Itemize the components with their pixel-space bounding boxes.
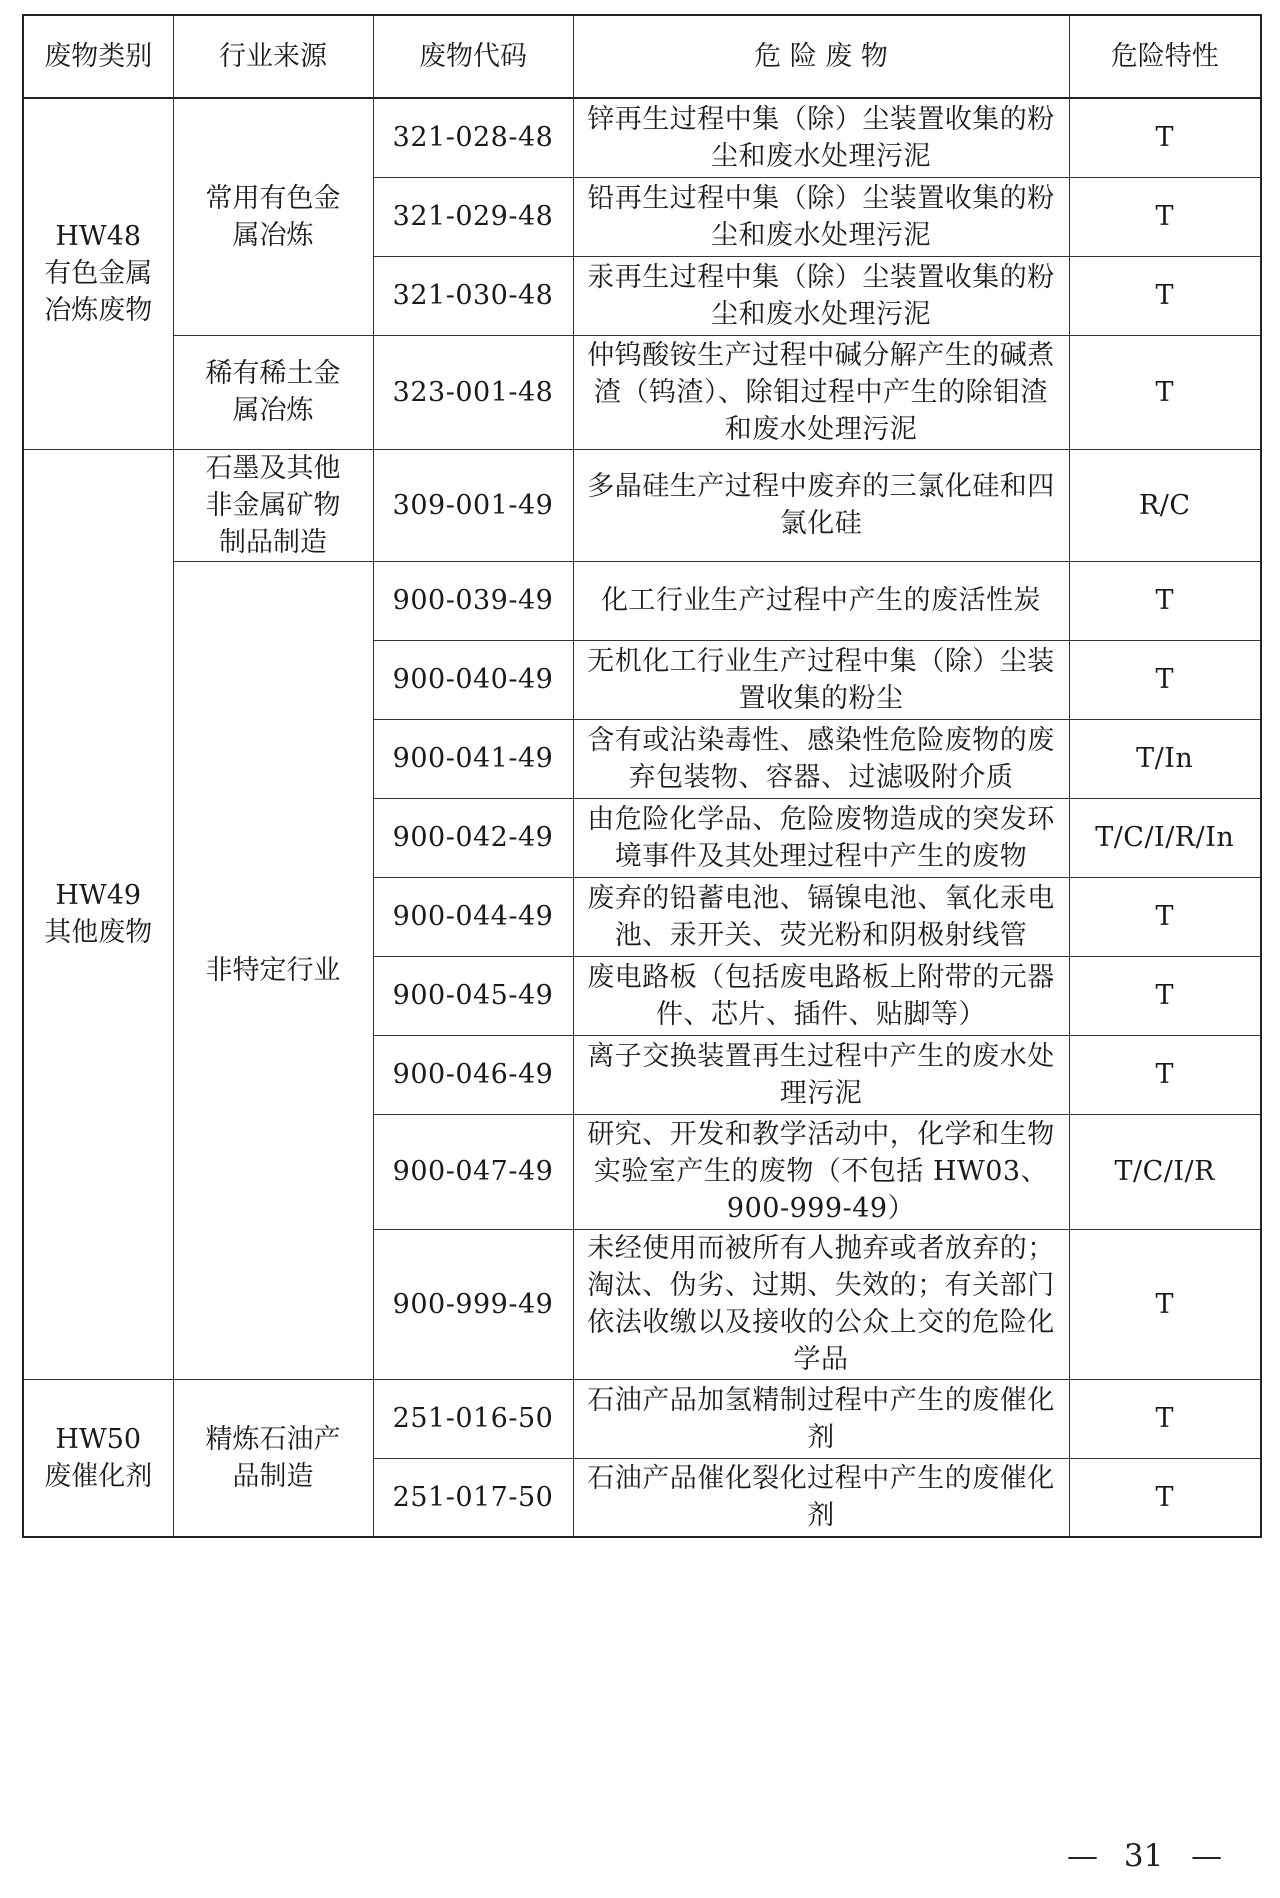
waste-description: 石油产品催化裂化过程中产生的废催化剂	[573, 1458, 1069, 1537]
industry-line: 精炼石油产	[205, 1423, 341, 1455]
table-row	[23, 449, 1261, 561]
industry-cell	[173, 1379, 373, 1537]
category-cell-hw49	[23, 449, 173, 1379]
category-line: HW49	[55, 880, 142, 911]
waste-code: 900-999-49	[373, 1229, 573, 1379]
waste-description: 未经使用而被所有人抛弃或者放弃的；淘汰、伪劣、过期、失效的；有关部门依法收缴以及接收的公众上交的危险化学品	[573, 1229, 1069, 1379]
table-header	[23, 15, 1261, 98]
industry-line: 属冶炼	[232, 219, 314, 251]
waste-code: 251-016-50	[373, 1379, 573, 1458]
header-row	[23, 15, 1261, 98]
header-property: 危险特性	[1069, 15, 1261, 98]
hazard-property: T	[1069, 956, 1261, 1035]
waste-description: 汞再生过程中集（除）尘装置收集的粉尘和废水处理污泥	[573, 256, 1069, 335]
hazard-property: T	[1069, 640, 1261, 719]
waste-description: 无机化工行业生产过程中集（除）尘装置收集的粉尘	[573, 640, 1069, 719]
page-number-value: 31	[1123, 1838, 1164, 1874]
category-cell-hw48	[23, 98, 173, 449]
waste-code: 900-039-49	[373, 561, 573, 640]
waste-code: 321-028-48	[373, 98, 573, 177]
waste-description: 仲钨酸铵生产过程中碱分解产生的碱煮渣（钨渣）、除钼过程中产生的除钼渣和废水处理污泥	[573, 335, 1069, 449]
waste-description: 多晶硅生产过程中废弃的三氯化硅和四氯化硅	[573, 449, 1069, 561]
industry-line: 品制造	[232, 1460, 314, 1492]
table-body	[23, 98, 1261, 1537]
hazard-property: T	[1069, 1229, 1261, 1379]
hazard-property: T	[1069, 1035, 1261, 1114]
waste-description: 锌再生过程中集（除）尘装置收集的粉尘和废水处理污泥	[573, 98, 1069, 177]
header-industry: 行业来源	[173, 15, 373, 98]
hazard-property: T	[1069, 177, 1261, 256]
industry-cell	[173, 98, 373, 335]
waste-code: 900-041-49	[373, 719, 573, 798]
hazard-property: T/C/I/R	[1069, 1114, 1261, 1229]
waste-description: 铅再生过程中集（除）尘装置收集的粉尘和废水处理污泥	[573, 177, 1069, 256]
table-row	[23, 98, 1261, 177]
category-line: 冶炼废物	[44, 295, 153, 327]
hazard-property: R/C	[1069, 449, 1261, 561]
hazard-property: T	[1069, 98, 1261, 177]
page-number-dash-left: —	[1067, 1838, 1096, 1874]
industry-cell	[173, 335, 373, 449]
table-row	[23, 561, 1261, 640]
waste-description: 废电路板（包括废电路板上附带的元器件、芯片、插件、贴脚等）	[573, 956, 1069, 1035]
hazard-property: T	[1069, 877, 1261, 956]
hazardous-waste-table	[22, 14, 1262, 1538]
hazard-property: T/In	[1069, 719, 1261, 798]
header-code: 废物代码	[373, 15, 573, 98]
waste-description: 由危险化学品、危险废物造成的突发环境事件及其处理过程中产生的废物	[573, 798, 1069, 877]
page-number	[1067, 1838, 1267, 1874]
waste-code: 900-045-49	[373, 956, 573, 1035]
industry-cell	[173, 561, 373, 1379]
waste-code: 321-029-48	[373, 177, 573, 256]
industry-line: 石墨及其他	[205, 452, 341, 484]
hazard-property: T	[1069, 1379, 1261, 1458]
waste-code: 900-042-49	[373, 798, 573, 877]
category-cell-hw50	[23, 1379, 173, 1537]
category-line: HW50	[55, 1423, 142, 1455]
table-row	[23, 335, 1261, 449]
hazard-property: T	[1069, 561, 1261, 640]
industry-line: 常用有色金	[205, 182, 341, 214]
industry-line: 非金属矿物	[205, 489, 341, 521]
industry-line: 非特定行业	[205, 954, 341, 986]
hazard-property: T/C/I/R/In	[1069, 798, 1261, 877]
waste-description: 离子交换装置再生过程中产生的废水处理污泥	[573, 1035, 1069, 1114]
waste-code: 900-040-49	[373, 640, 573, 719]
category-line: 有色金属	[44, 258, 153, 290]
industry-line: 属冶炼	[232, 395, 314, 426]
waste-code: 900-047-49	[373, 1114, 573, 1229]
hazard-property: T	[1069, 1458, 1261, 1537]
waste-code: 900-046-49	[373, 1035, 573, 1114]
category-line: HW48	[55, 221, 142, 253]
industry-cell	[173, 449, 373, 561]
waste-code: 323-001-48	[373, 335, 573, 449]
waste-code: 309-001-49	[373, 449, 573, 561]
waste-description: 石油产品加氢精制过程中产生的废催化剂	[573, 1379, 1069, 1458]
waste-description: 废弃的铅蓄电池、镉镍电池、氧化汞电池、汞开关、荧光粉和阴极射线管	[573, 877, 1069, 956]
waste-description: 化工行业生产过程中产生的废活性炭	[573, 561, 1069, 640]
hazard-property: T	[1069, 335, 1261, 449]
category-line: 其他废物	[44, 917, 153, 948]
category-line: 废催化剂	[44, 1460, 153, 1492]
header-category: 废物类别	[23, 15, 173, 98]
hazard-property: T	[1069, 256, 1261, 335]
industry-line: 稀有稀土金	[205, 358, 341, 389]
waste-description: 含有或沾染毒性、感染性危险废物的废弃包装物、容器、过滤吸附介质	[573, 719, 1069, 798]
table-row	[23, 1379, 1261, 1458]
waste-code: 321-030-48	[373, 256, 573, 335]
page-number-dash-right: —	[1191, 1838, 1221, 1874]
waste-description: 研究、开发和教学活动中，化学和生物实验室产生的废物（不包括 HW03、900-999-49）	[573, 1114, 1069, 1229]
header-waste: 危 险 废 物	[573, 15, 1069, 98]
waste-code: 251-017-50	[373, 1458, 573, 1537]
industry-line: 制品制造	[219, 526, 327, 558]
waste-code: 900-044-49	[373, 877, 573, 956]
